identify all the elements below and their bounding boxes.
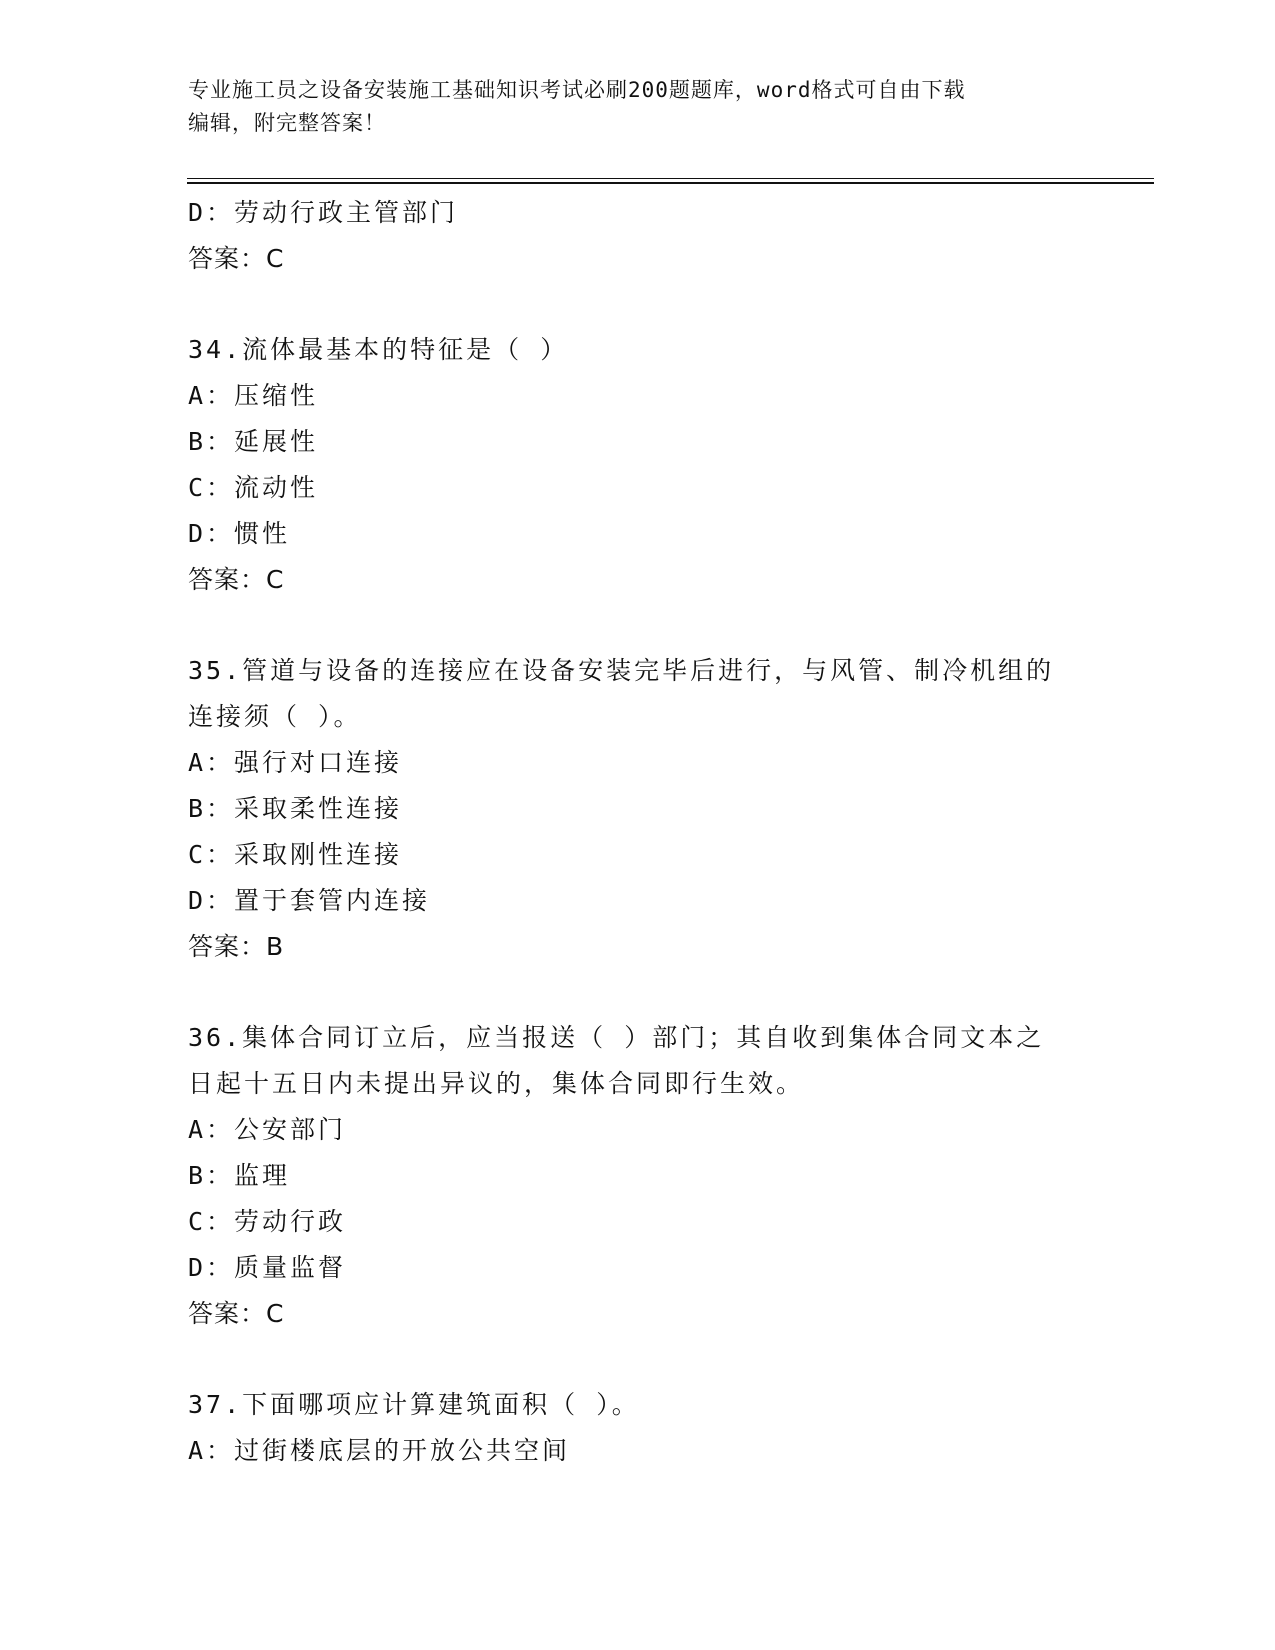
question-35 bbox=[188, 648, 1088, 970]
option-a: A：压缩性 bbox=[188, 381, 319, 410]
question-34 bbox=[188, 327, 1088, 603]
option-c: C：流动性 bbox=[188, 473, 319, 502]
option-d: D：质量监督 bbox=[188, 1253, 347, 1282]
question-stem: 36.集体合同订立后，应当报送（ ）部门；其自收到集体合同文本之 bbox=[188, 1023, 1045, 1052]
question-36 bbox=[188, 1015, 1088, 1337]
header-title-line-2: 编辑，附完整答案！ bbox=[188, 111, 386, 135]
option-a: A：强行对口连接 bbox=[188, 748, 403, 777]
option-c: C：采取刚性连接 bbox=[188, 840, 403, 869]
answer: 答案：B bbox=[188, 932, 285, 961]
option-b: B：采取柔性连接 bbox=[188, 794, 403, 823]
header-divider-thin bbox=[187, 178, 1154, 179]
question-list bbox=[188, 190, 1088, 1474]
question-33-tail bbox=[188, 190, 1088, 282]
question-37 bbox=[188, 1382, 1088, 1474]
option-d: D：惯性 bbox=[188, 519, 291, 548]
option-a: A：公安部门 bbox=[188, 1115, 347, 1144]
answer: 答案：C bbox=[188, 244, 285, 273]
answer: 答案：C bbox=[188, 1299, 285, 1328]
option-c: C：劳动行政 bbox=[188, 1207, 347, 1236]
header-title-line-1: 专业施工员之设备安装施工基础知识考试必刷200题题库，word格式可自由下载 bbox=[188, 78, 966, 102]
question-stem: 35.管道与设备的连接应在设备安装完毕后进行，与风管、制冷机组的 bbox=[188, 656, 1055, 685]
option-d: D：劳动行政主管部门 bbox=[188, 198, 459, 227]
answer: 答案：C bbox=[188, 565, 285, 594]
document-header bbox=[188, 74, 1088, 140]
question-stem-continued: 日起十五日内未提出异议的，集体合同即行生效。 bbox=[188, 1069, 805, 1098]
question-stem: 34.流体最基本的特征是（ ） bbox=[188, 335, 569, 364]
option-d: D：置于套管内连接 bbox=[188, 886, 431, 915]
option-b: B：监理 bbox=[188, 1161, 291, 1190]
option-b: B：延展性 bbox=[188, 427, 319, 456]
header-divider-thick bbox=[187, 182, 1154, 184]
question-stem-continued: 连接须（ ）。 bbox=[188, 702, 362, 731]
option-a: A：过街楼底层的开放公共空间 bbox=[188, 1436, 571, 1465]
question-stem: 37.下面哪项应计算建筑面积（ ）。 bbox=[188, 1390, 640, 1419]
